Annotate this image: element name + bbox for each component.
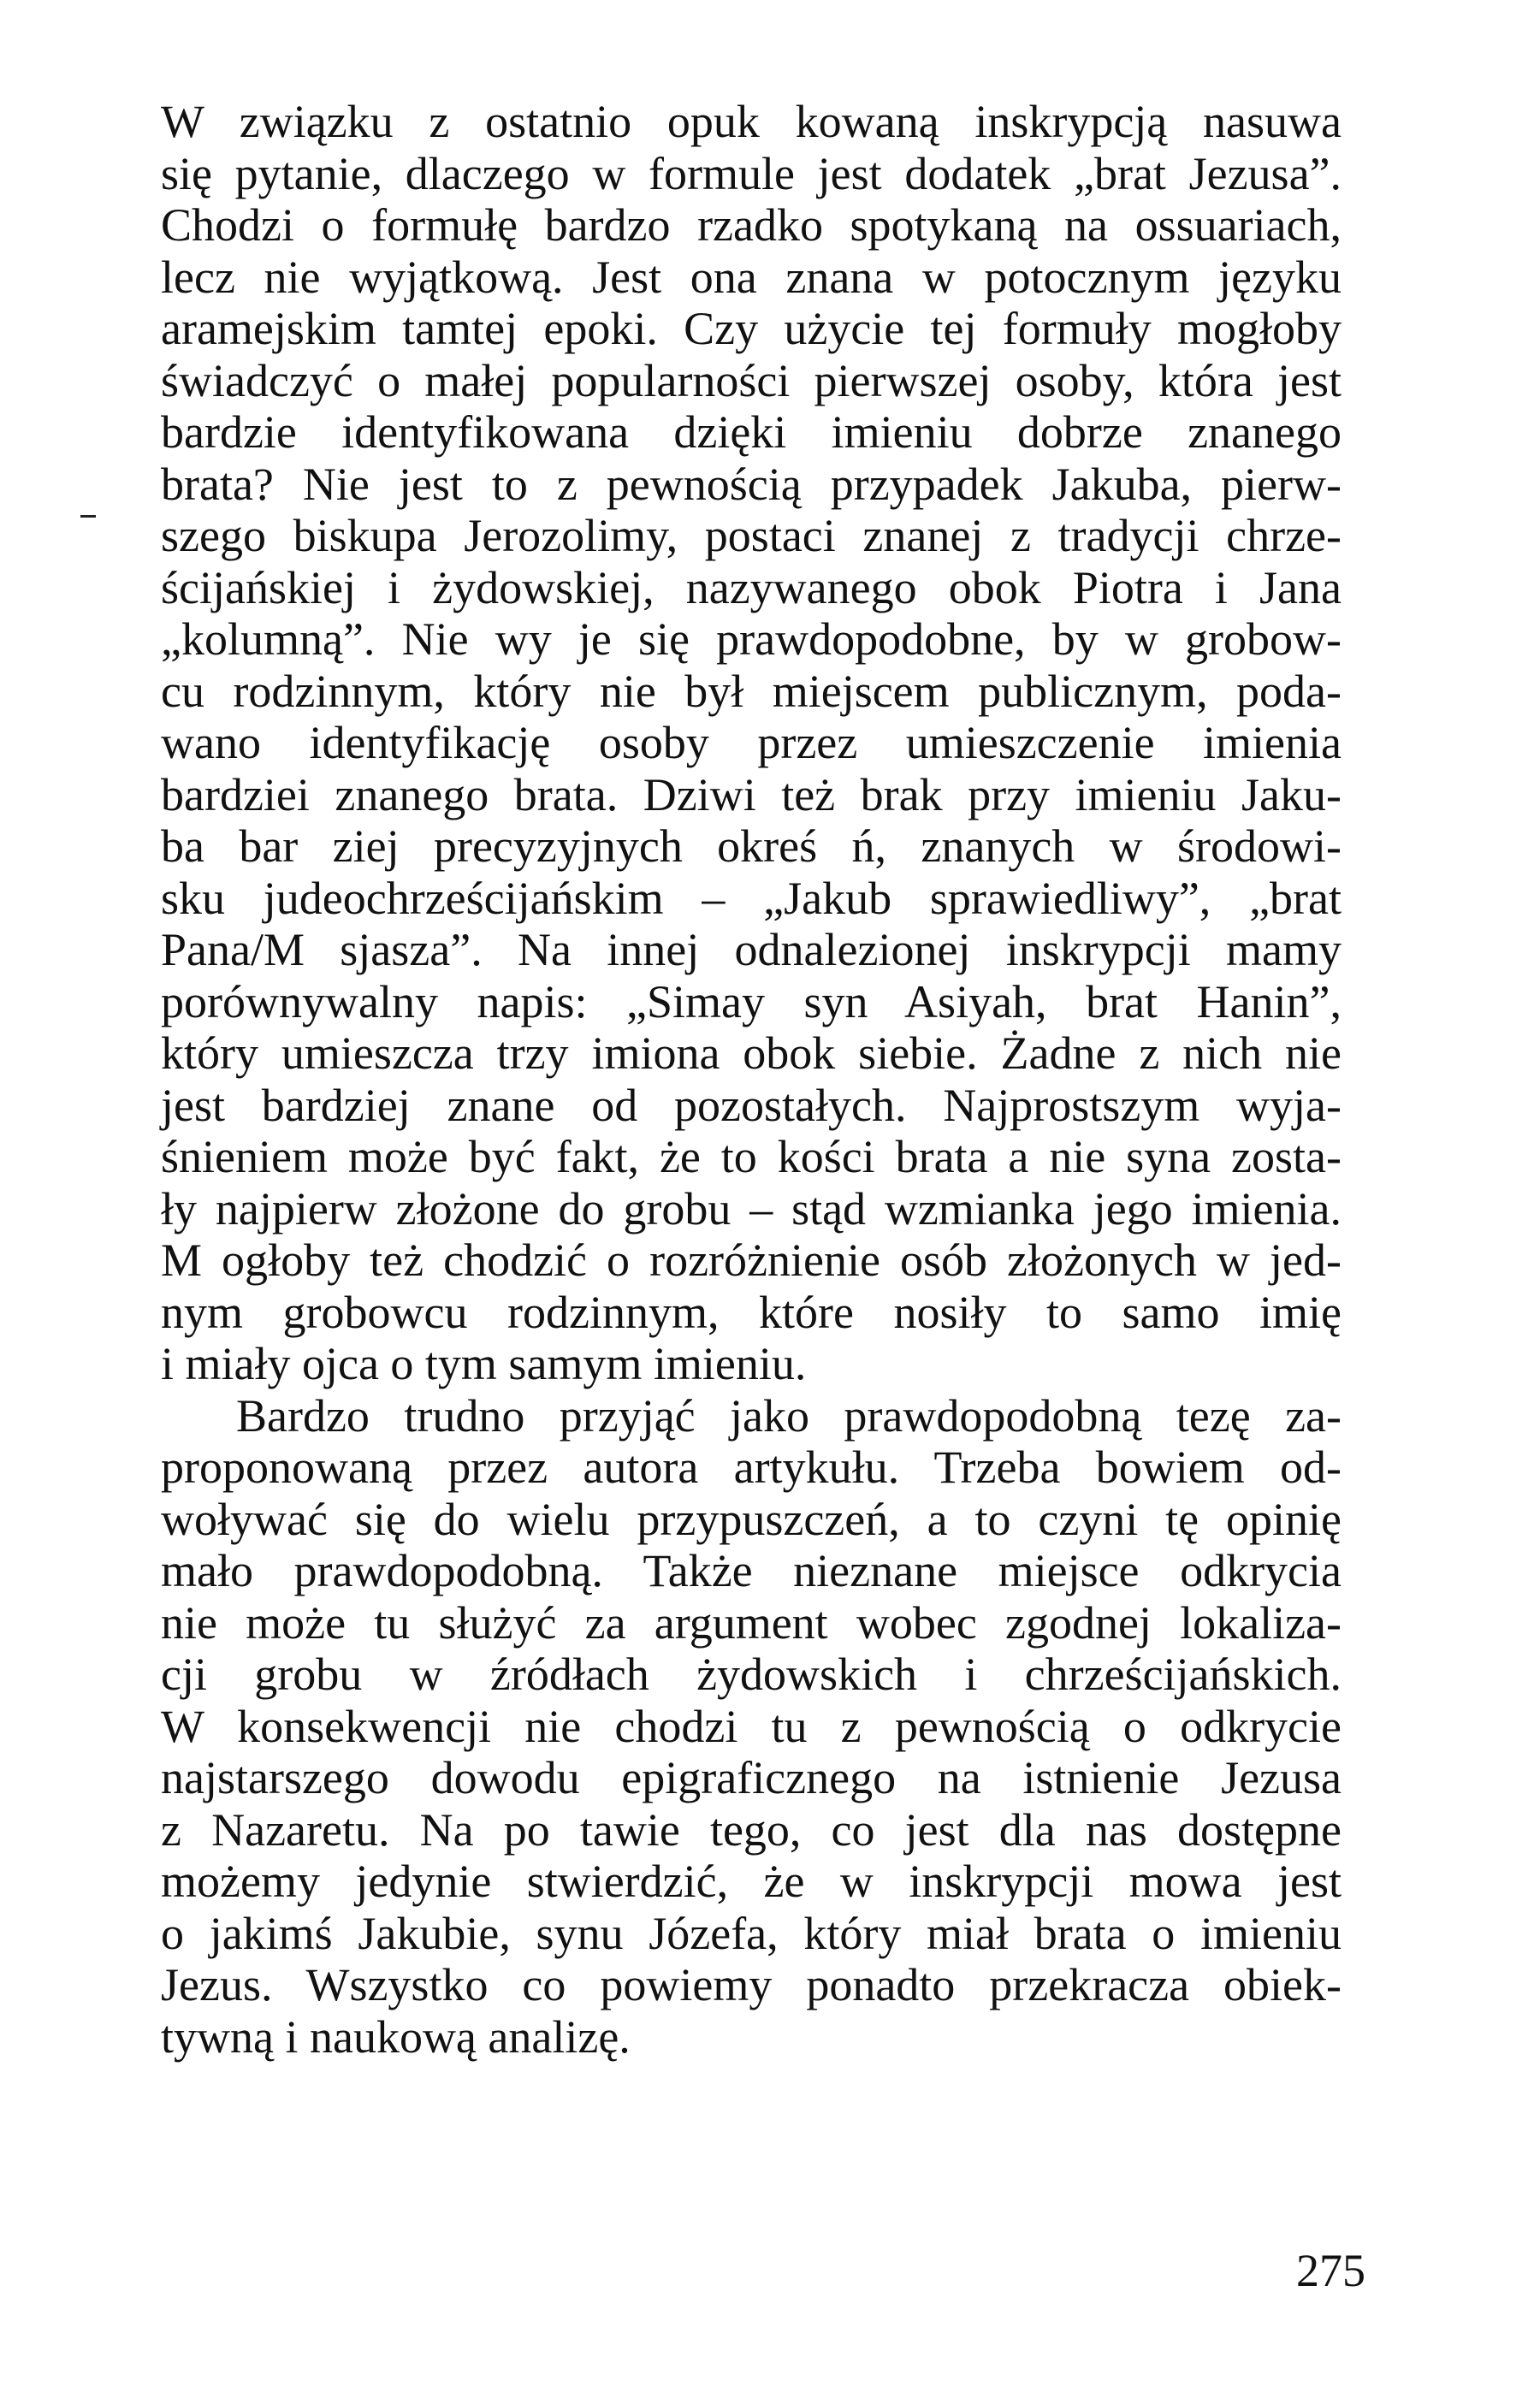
text-line: M ogłoby też chodzić o rozróżnienie osób złożonych w jed- (161, 1234, 1342, 1286)
text-line: nym grobowcu rodzinnym, które nosiły to samo imię (161, 1286, 1342, 1338)
text-line: świadczyć o małej popularności pierwszej osoby, która jest (161, 354, 1342, 406)
text-line: mało prawdopodobną. Także nieznane miejsce odkrycia (161, 1545, 1342, 1596)
text-line: jest bardziej znane od pozostałych. Najprostszym wyja- (161, 1079, 1342, 1131)
text-line: aramejskim tamtej epoki. Czy użycie tej formuły mogłoby (161, 303, 1342, 354)
text-line: się pytanie, dlaczego w formule jest dodatek „brat Jezusa”. (161, 147, 1342, 199)
text-line: bardzie identyfikowana dzięki imieniu dobrze znanego (161, 406, 1342, 458)
text-line: Jezus. Wszystko co powiemy ponadto przekracza obiek- (161, 1959, 1342, 2010)
text-line: bardziei znanego brata. Dziwi też brak przy imieniu Jaku- (161, 768, 1342, 820)
text-line: tywną i naukową analizę. (161, 2010, 631, 2063)
text-line: nie może tu służyć za argument wobec zgodnej lokaliza- (161, 1596, 1342, 1649)
body-text (161, 96, 1342, 2063)
text-line: lecz nie wyjątkową. Jest ona znana w potocznym języku (161, 251, 1342, 303)
text-line: który umieszcza trzy imiona obok siebie. Żadne z nich nie (161, 1027, 1342, 1079)
text-line: Pana/M sjasza”. Na innej odnalezionej inskrypcji mamy (161, 924, 1342, 975)
page-number: 275 (1296, 2245, 1365, 2296)
text-line: ły najpierw złożone do grobu – stąd wzmianka jego imienia. (161, 1182, 1342, 1234)
text-line: woływać się do wielu przypuszczeń, a to czyni tę opinię (161, 1493, 1342, 1545)
text-line: szego biskupa Jerozolimy, postaci znanej z tradycji chrze- (161, 510, 1342, 561)
text-line: śnieniem może być fakt, że to kości brata a nie syna zosta- (161, 1131, 1342, 1182)
text-line: cji grobu w źródłach żydowskich i chrześcijańskich. (161, 1649, 1342, 1700)
text-line: ba bar ziej precyzyjnych okreś ń, znanych w środowi- (161, 820, 1342, 872)
text-line: Chodzi o formułę bardzo rzadko spotykaną na ossuariach, (161, 199, 1342, 251)
text-line: z Nazaretu. Na po tawie tego, co jest dla nas dostępne (161, 1803, 1342, 1856)
text-line: proponowaną przez autora artykułu. Trzeba bowiem od- (161, 1442, 1342, 1493)
text-line: W związku z ostatnio opuk kowaną inskrypcją nasuwa (161, 96, 1342, 147)
text-line: brata? Nie jest to z pewnością przypadek Jakuba, pierw- (161, 458, 1342, 510)
text-line: możemy jedynie stwierdzić, że w inskrypcji mowa jest (161, 1856, 1342, 1907)
margin-mark (80, 515, 96, 518)
text-line: Bardzo trudno przyjąć jako prawdopodobną tezę za- (236, 1389, 1342, 1442)
text-line: porównywalny napis: „Simay syn Asiyah, brat Hanin”, (161, 975, 1342, 1027)
text-line: ścijańskiej i żydowskiej, nazywanego obok Piotra i Jana (161, 561, 1342, 613)
text-line: o jakimś Jakubie, synu Józefa, który miał brata o imieniu (161, 1907, 1342, 1959)
text-line: „kolumną”. Nie wy je się prawdopodobne, by w grobow- (161, 613, 1342, 665)
text-line: najstarszego dowodu epigraficznego na istnienie Jezusa (161, 1752, 1342, 1803)
text-line: W konsekwencji nie chodzi tu z pewnością o odkrycie (161, 1700, 1342, 1752)
text-line: cu rodzinnym, który nie był miejscem publicznym, poda- (161, 665, 1342, 717)
text-line: i miały ojca o tym samym imieniu. (161, 1338, 807, 1389)
text-line: sku judeochrześcijańskim – „Jakub sprawiedliwy”, „brat (161, 872, 1342, 924)
text-line: wano identyfikację osoby przez umieszczenie imienia (161, 717, 1342, 768)
